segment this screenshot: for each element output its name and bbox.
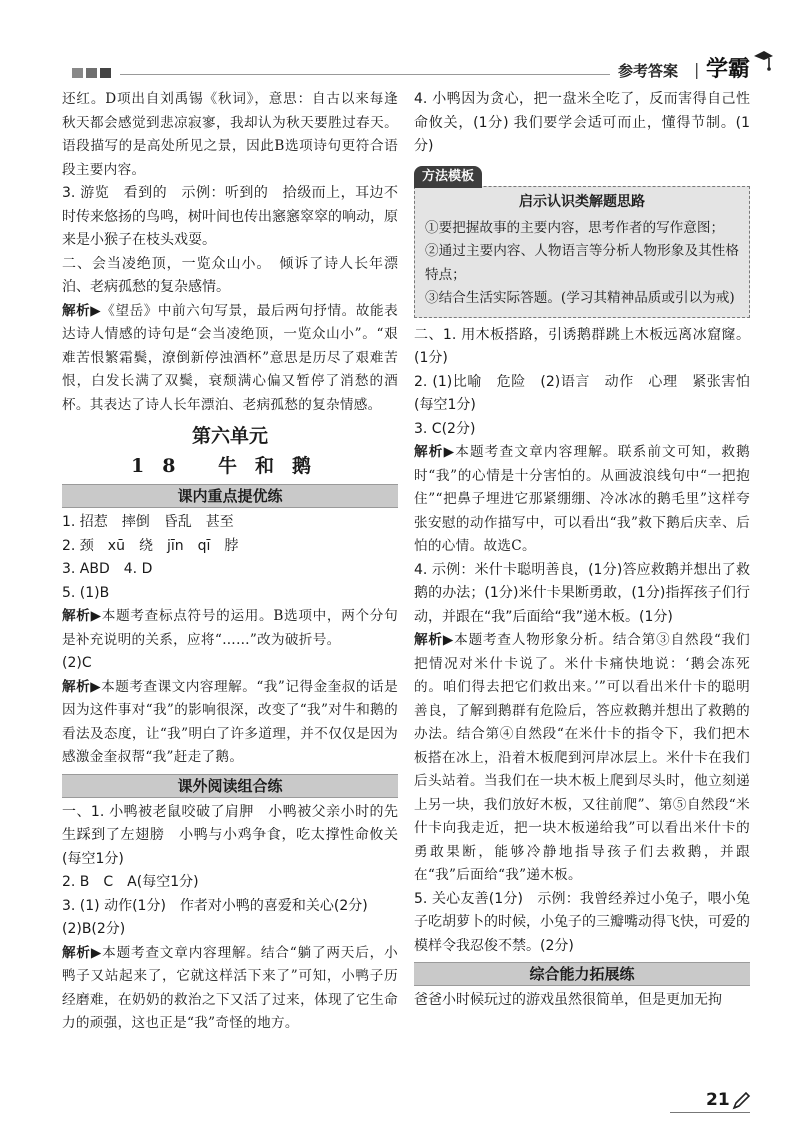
analysis-text: ▶本题考查文章内容理解。结合“躺了两天后，小鸭子又站起来了，它就这样活下来了”可知，小鸭子历经磨难，在奶奶的救治之下又活了过来，体现了它生命力的顽强，这也正是“我”奇怪的地方。 xyxy=(62,944,398,1031)
left-paragraph-1: 还红。D项出自刘禹锡《秋词》，意思：自古以来每逢秋天都会感觉到悲凉寂寥，我却认为秋天要胜过春天。语段描写的是高处所见之景，因此B选项诗句更符合语段主要内容。 xyxy=(62,91,398,178)
analysis-label: 解析 xyxy=(62,608,91,624)
left-answer-part2: 二、会当凌绝顶，一览众山小。 倾诉了诗人长年漂泊、老病孤愁的复杂感情。 xyxy=(62,255,398,295)
method-title: 启示认识类解题思路 xyxy=(519,194,645,210)
part2-answer-3: 3. C(2分) xyxy=(414,420,476,437)
extension-text: 爸爸小时候玩过的游戏虽然很简单，但是更加无拘 xyxy=(414,992,722,1008)
method-template-box xyxy=(414,165,750,318)
answer-q1: 1. 招惹 摔倒 昏乱 甚至 xyxy=(62,514,234,530)
method-step-3: ③结合生活实际答题。(学习其精神品质或引以为戒) xyxy=(425,290,735,306)
header-rule xyxy=(120,74,610,75)
analysis-q5-2 xyxy=(62,676,398,770)
section-bar-extra-reading: 课外阅读组合练 xyxy=(62,774,398,798)
analysis-label: 解析 xyxy=(414,632,443,648)
reading-answer-1: 一、1. 小鸭被老鼠咬破了肩胛 小鸭被父亲小时的先生踩到了左翅膀 小鸭与小鸡争食，吃太撑性命攸关(每空1分) xyxy=(62,803,398,867)
part2-analysis-4 xyxy=(414,629,750,888)
unit-title: 第六单元 xyxy=(191,425,268,447)
reading-answer-2: 2. B C A(每空1分) xyxy=(62,874,199,890)
reading-answer-4: 4. 小鸭因为贪心，把一盘米全吃了，反而害得自己性命攸关，(1分) 我们要学会适可而止，懂得节制。(1分) xyxy=(414,91,750,154)
analysis-label: 解析 xyxy=(414,444,444,460)
left-column xyxy=(62,88,398,1036)
answer-q5-2: (2)C xyxy=(62,655,92,671)
analysis-text: ▶本题考查人物形象分析。结合第③自然段“我们把情况对米什卡说了。米什卡痛快地说：‘鹅会冻死的。咱们得去把它们救出来。’”可以看出米什卡的聪明善良，了解到鹅群有危险后，答应救鹅并想出了救鹅的办法。结合第④自然段“在米什卡的指令下，我们把木板搭在冰上，沿着木板爬到河岸冰层上。米什卡在我们后头站着。当我们在一块木板上爬到尽头时，他立刻递上另一块，我们放好木板，又往前爬”、第⑤自然段“米什卡向我走近，把一块木板递给我”可以看出米什卡的勇敢果断，能够冷静地指导孩子们去救鹅，并跟在“我”后面给“我”递木板。 xyxy=(414,632,750,883)
header-title: 参考答案 xyxy=(618,62,679,80)
answer-q5-1: 5. (1)B xyxy=(62,584,110,601)
pen-icon xyxy=(730,1090,752,1112)
reading-analysis-3 xyxy=(62,942,398,1036)
graduation-cap-icon xyxy=(752,48,774,72)
analysis-text: ▶《望岳》中前六句写景，最后两句抒情。故能表达诗人情感的诗句是“会当凌绝顶，一览众山小”。“艰难苦恨繁霜鬓，潦倒新停浊酒杯”意思是历尽了艰难苦恨，白发长满了双鬓，衰颓满心偏又暂停了消愁的酒杯。其表达了诗人长年漂泊、老病孤愁的复杂情感。 xyxy=(62,302,398,413)
method-tab-label: 方法模板 xyxy=(414,166,482,188)
right-column xyxy=(414,88,750,1013)
reading-answer-3: 3. (1) 动作(1分) 作者对小鸭的喜爱和关心(2分) xyxy=(62,897,368,914)
reading-answer-3b: (2)B(2分) xyxy=(62,921,126,937)
answer-q3-q4: 3. ABD 4. D xyxy=(62,561,153,577)
section-bar-in-class: 课内重点提优练 xyxy=(62,484,398,508)
analysis-text: ▶本题考查标点符号的运用。B选项中，两个分句是补充说明的关系，应将“……”改为破折号。 xyxy=(62,608,399,648)
part2-answer-5: 5. 关心友善(1分) 示例：我曾经养过小兔子，喂小兔子吃胡萝卜的时候，小兔子的三瓣嘴动得飞快，可爱的模样令我忍俊不禁。(2分) xyxy=(414,890,750,954)
left-analysis-1 xyxy=(62,300,398,418)
method-step-2: ②通过主要内容、人物语言等分析人物形象及其性格特点； xyxy=(425,243,739,283)
method-step-1: ①要把握故事的主要内容，思考作者的写作意图； xyxy=(425,219,725,236)
part2-answer-4: 4. 示例：米什卡聪明善良，(1分)答应救鹅并想出了救鹅的办法；(1分)米什卡果断勇敢，(1分)指挥孩子们行动，并跟在“我”后面给“我”递木板。(1分) xyxy=(414,561,750,625)
section-bar-extension: 综合能力拓展练 xyxy=(414,962,750,986)
left-answer-3: 3. 游览 看到的 示例：听到的 拾级而上，耳边不时传来悠扬的鸟鸣，树叶间也传出窸窸窣窣的响动，原来是小猴子在枝头戏耍。 xyxy=(62,185,398,248)
page-header xyxy=(0,0,800,90)
method-content xyxy=(414,186,750,318)
header-squares-decoration xyxy=(72,68,111,78)
analysis-text: ▶本题考查课文内容理解。“我”记得金奎叔的话是因为这件事对“我”的影响很深，改变了“我”对牛和鹅的看法及态度，让“我”明白了许多道理，并不仅仅是因为感激金奎叔帮“我”赶走了鹅。 xyxy=(62,678,398,765)
answer-q2: 2. 颈 xū 绕 jīn qī 脖 xyxy=(62,537,239,554)
brand-logo-text: 学霸 xyxy=(706,57,751,82)
analysis-text: ▶本题考查文章内容理解。联系前文可知，救鹅时“我”的心情是十分害怕的。从画波浪线句中“一把抱住”“把鼻子埋进它那紧绷绷、冷冰冰的鹅毛里”这样夸张安慰的动作描写中，可以看出“我”救下鹅后庆幸、后怕的心情。故选C。 xyxy=(414,444,750,554)
lesson-title: 18 牛和鹅 xyxy=(130,454,330,477)
analysis-label: 解析 xyxy=(62,678,91,695)
part2-answer-1: 二、1. 用木板搭路，引诱鹅群跳上木板远离冰窟窿。(1分) xyxy=(414,326,750,366)
header-separator: | xyxy=(694,60,700,79)
footer-rule xyxy=(670,1112,750,1113)
page-number: 21 xyxy=(706,1090,730,1110)
part2-answer-2: 2. (1)比喻 危险 (2)语言 动作 心理 紧张害怕(每空1分) xyxy=(414,373,750,413)
analysis-q5-1 xyxy=(62,605,398,652)
part2-analysis-3 xyxy=(414,441,750,559)
analysis-label: 解析 xyxy=(62,302,91,319)
analysis-label: 解析 xyxy=(62,944,91,961)
